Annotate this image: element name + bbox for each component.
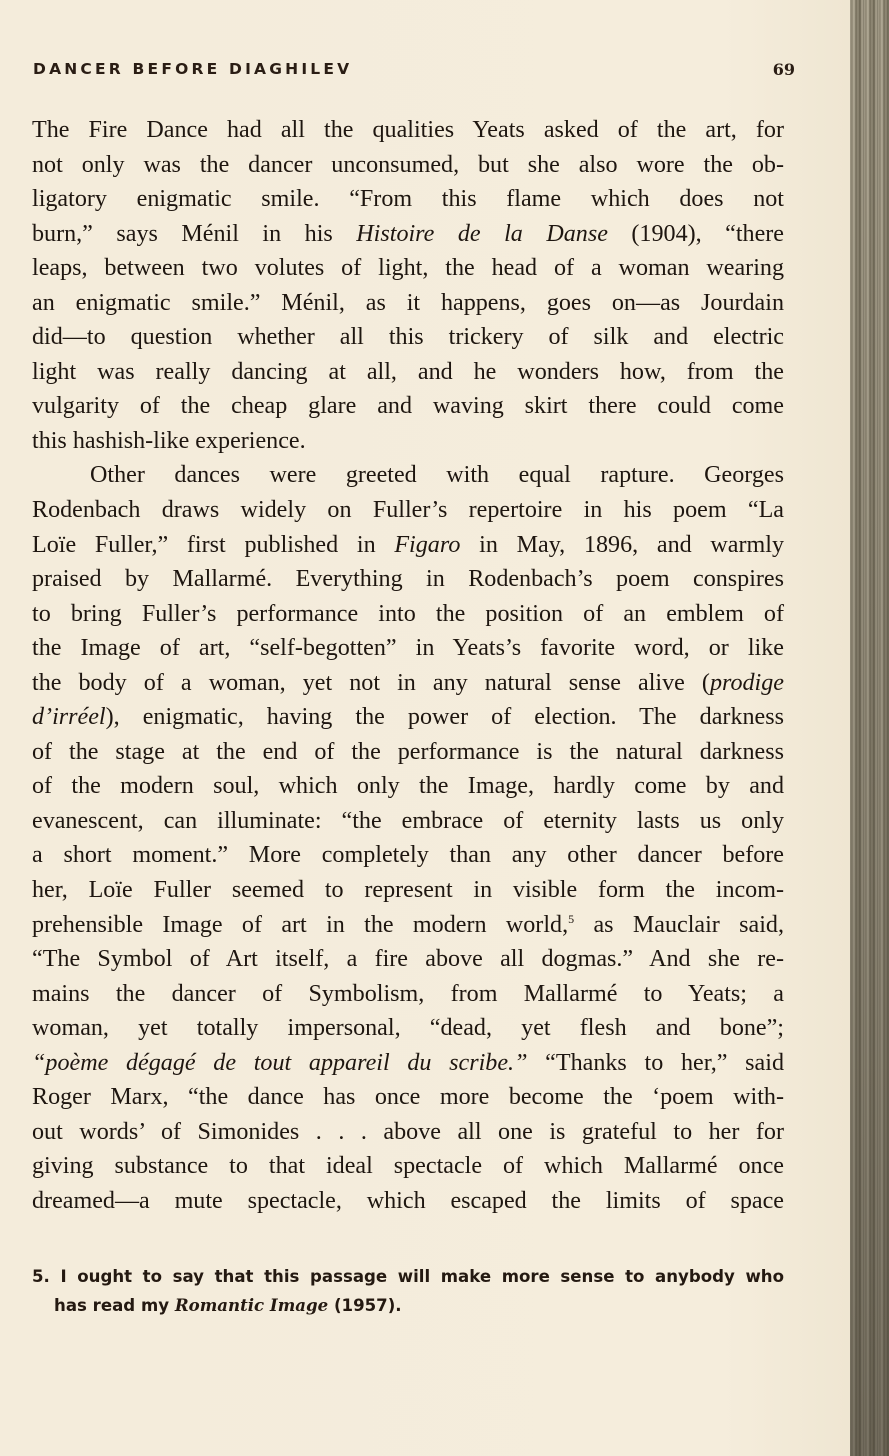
text-line: leaps, between two volutes of light, the head of a woman wearing <box>32 255 784 282</box>
text-run: has read my <box>54 1296 175 1315</box>
text-line: light was really dancing at all, and he wonders how, from the <box>32 358 784 385</box>
text-line: praised by Mallarmé. Everything in Rodenbach’s poem conspires <box>32 566 784 593</box>
text-run: prehensible Image of art in the modern world, <box>32 911 569 938</box>
text-line: “The Symbol of Art itself, a fire above all dogmas.” And she re- <box>32 946 784 973</box>
text-run: in May, 1896, and warmly <box>460 531 784 558</box>
quoted-phrase-italic: d’irréel <box>32 704 106 731</box>
quoted-phrase-italic: “poème dégagé de tout appareil du scribe.” <box>32 1049 528 1076</box>
text-line: the Image of art, “self-begotten” in Yeats’s favorite word, or like <box>32 635 784 662</box>
running-head <box>33 60 793 88</box>
text-line: Other dances were greeted with equal rapture. Georges <box>90 462 784 489</box>
text-line: of the modern soul, which only the Image, hardly come by and <box>32 773 784 800</box>
text-line: her, Loïe Fuller seemed to represent in visible form the incom- <box>32 877 784 904</box>
text-line: this hashish-like experience. <box>32 427 306 454</box>
quoted-phrase-italic: prodige <box>709 669 784 696</box>
text-line <box>32 666 784 701</box>
footnote-line <box>32 1291 784 1320</box>
text-line <box>32 700 784 735</box>
text-line: giving substance to that ideal spectacle of which Mallarmé once <box>32 1153 784 1180</box>
text-run: “Thanks to her,” said <box>527 1049 784 1076</box>
text-line <box>32 908 784 943</box>
body-text <box>32 113 784 1219</box>
text-run: (1904), “there <box>607 220 785 247</box>
text-line: out words’ of Simonides . . . above all one is grateful to her for <box>32 1118 784 1145</box>
book-title-italic: Histoire de la Danse <box>356 220 608 247</box>
text-run: the body of a woman, yet not in any natural sense alive ( <box>32 669 710 696</box>
footnote-line: 5. I ought to say that this passage will make more sense to anybody who <box>32 1267 784 1286</box>
text-line: vulgarity of the cheap glare and waving skirt there could come <box>32 393 784 420</box>
text-run: (1957). <box>328 1296 402 1315</box>
text-run: as Mauclair said, <box>574 911 784 938</box>
text-line: an enigmatic smile.” Ménil, as it happens, goes on—as Jourdain <box>32 289 784 316</box>
text-run: ), enigmatic, having the power of election. The darkness <box>105 704 784 731</box>
newspaper-title-italic: Figaro <box>394 531 461 558</box>
page-number: 69 <box>772 60 795 79</box>
text-line: Roger Marx, “the dance has once more become the ‘poem with- <box>32 1084 784 1111</box>
text-line: The Fire Dance had all the qualities Yeats asked of the art, for <box>32 117 784 143</box>
text-line: of the stage at the end of the performance is the natural darkness <box>32 738 784 765</box>
text-line: to bring Fuller’s performance into the position of an emblem of <box>32 600 784 627</box>
footnote <box>32 1263 784 1320</box>
text-line <box>32 217 784 252</box>
running-head-title: DANCER BEFORE DIAGHILEV <box>33 60 353 78</box>
text-line: not only was the dancer unconsumed, but she also wore the ob- <box>32 151 784 178</box>
text-line: woman, yet totally impersonal, “dead, yet flesh and bone”; <box>32 1015 784 1042</box>
footnote-marker: 5 <box>568 911 575 926</box>
text-line: a short moment.” More completely than any other dancer before <box>32 842 784 869</box>
text-run: Loïe Fuller,” first published in <box>32 531 395 558</box>
book-spine-edge <box>850 0 889 1456</box>
text-line <box>32 1046 784 1081</box>
text-line <box>32 528 784 563</box>
text-line: ligatory enigmatic smile. “From this flame which does not <box>32 186 784 213</box>
text-line: dreamed—a mute spectacle, which escaped the limits of space <box>32 1187 784 1214</box>
text-line: evanescent, can illuminate: “the embrace of eternity lasts us only <box>32 807 784 834</box>
text-run: burn,” says Ménil in his <box>32 220 357 247</box>
text-line: did—to question whether all this trickery of silk and electric <box>32 324 784 351</box>
text-line: Rodenbach draws widely on Fuller’s repertoire in his poem “La <box>32 497 784 524</box>
text-line: mains the dancer of Symbolism, from Mallarmé to Yeats; a <box>32 980 784 1007</box>
book-title-italic: Romantic Image <box>174 1295 329 1315</box>
